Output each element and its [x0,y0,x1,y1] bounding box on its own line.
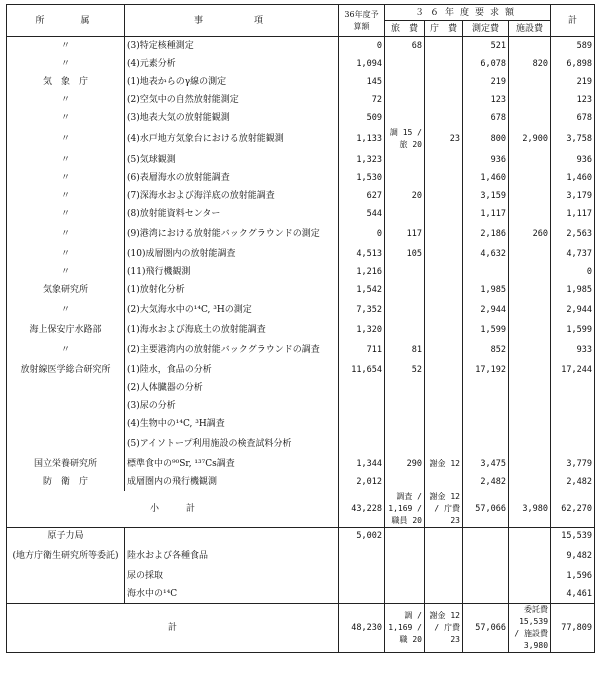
travel-cell [385,321,425,339]
office-cell [425,567,463,585]
measure-cell: 2,944 [463,299,509,321]
facility-cell [509,169,551,187]
item-cell: (5)気球観測 [125,151,339,169]
facility-cell [509,187,551,205]
subtotal-facility: 3,980 [509,491,551,528]
facility-cell [509,527,551,545]
measure-cell [463,527,509,545]
item-cell: (1)地表からのγ線の測定 [125,73,339,91]
grand-travel: 調 / 1,169 / 職 20 [385,603,425,652]
table-row [7,127,595,151]
total-cell [551,397,595,415]
item-cell: (7)深海水および海洋底の放射能調査 [125,187,339,205]
org-cell [7,433,125,455]
budget-cell: 5,002 [339,527,385,545]
budget-cell: 145 [339,73,385,91]
budget-cell: 1,530 [339,169,385,187]
total-cell: 1,460 [551,169,595,187]
table-row [7,455,595,473]
subtotal-total: 62,270 [551,491,595,528]
header-facility: 施設費 [509,21,551,37]
facility-cell [509,109,551,127]
genshiryoku-row [7,545,595,567]
org-cell: 〃 [7,299,125,321]
facility-cell [509,281,551,299]
total-cell: 3,179 [551,187,595,205]
measure-cell: 1,599 [463,321,509,339]
facility-cell [509,151,551,169]
budget-cell: 1,133 [339,127,385,151]
travel-cell: 調 15 / 旅 20 [385,127,425,151]
item-cell: 標準食中の⁹⁰Sr, ¹³⁷Cs調査 [125,455,339,473]
measure-cell: 1,117 [463,205,509,223]
travel-cell [385,281,425,299]
org-cell: 〃 [7,187,125,205]
org-cell: 〃 [7,339,125,361]
org-cell: (地方庁衛生研究所等委託) [7,545,125,567]
total-cell: 4,461 [551,585,595,603]
genshiryoku-row [7,585,595,603]
travel-cell: 117 [385,223,425,245]
office-cell [425,91,463,109]
travel-cell [385,91,425,109]
budget-cell [339,567,385,585]
org-cell: 放射線医学総合研究所 [7,361,125,379]
org-cell: 〃 [7,109,125,127]
org-cell [7,567,125,585]
travel-cell [385,205,425,223]
item-cell: (3)地表大気の放射能観測 [125,109,339,127]
table-row [7,187,595,205]
total-cell: 2,563 [551,223,595,245]
office-cell [425,299,463,321]
table-row [7,321,595,339]
facility-cell [509,205,551,223]
total-cell: 6,898 [551,55,595,73]
total-cell: 936 [551,151,595,169]
grand-budget: 48,230 [339,603,385,652]
measure-cell [463,545,509,567]
measure-cell [463,567,509,585]
item-cell [125,527,339,545]
total-cell: 4,737 [551,245,595,263]
org-cell: 〃 [7,245,125,263]
subtotal-row [7,491,595,528]
facility-cell [509,299,551,321]
office-cell [425,187,463,205]
total-cell: 2,482 [551,473,595,491]
item-cell: (2)主要港湾内の放射能バックグラウンドの調査 [125,339,339,361]
table-row [7,397,595,415]
item-cell: (4)水戸地方気象台における放射能観測 [125,127,339,151]
total-cell: 219 [551,73,595,91]
office-cell [425,169,463,187]
facility-cell [509,321,551,339]
item-cell: 尿の採取 [125,567,339,585]
travel-cell [385,473,425,491]
measure-cell: 123 [463,91,509,109]
measure-cell: 852 [463,339,509,361]
table-row [7,245,595,263]
measure-cell [463,433,509,455]
total-cell [551,433,595,455]
org-cell: 気 象 庁 [7,73,125,91]
travel-cell [385,567,425,585]
facility-cell [509,37,551,55]
budget-cell: 2,012 [339,473,385,491]
table-row [7,361,595,379]
table-row [7,37,595,55]
budget-cell: 11,654 [339,361,385,379]
table-row [7,473,595,491]
measure-cell: 936 [463,151,509,169]
office-cell: 23 [425,127,463,151]
budget-cell: 1,320 [339,321,385,339]
office-cell [425,379,463,397]
office-cell [425,415,463,433]
table-row [7,169,595,187]
measure-cell: 3,159 [463,187,509,205]
budget-cell: 72 [339,91,385,109]
org-cell: 〃 [7,91,125,109]
facility-cell [509,73,551,91]
table-row [7,109,595,127]
travel-cell [385,151,425,169]
subtotal-budget: 43,228 [339,491,385,528]
total-cell: 0 [551,263,595,281]
budget-cell: 0 [339,223,385,245]
org-cell: 〃 [7,37,125,55]
facility-cell [509,361,551,379]
total-cell [551,379,595,397]
subtotal-office: 謝金 12 / 庁費 23 [425,491,463,528]
budget-cell: 1,094 [339,55,385,73]
travel-cell [385,527,425,545]
org-cell: 〃 [7,263,125,281]
office-cell [425,361,463,379]
subtotal-measure: 57,066 [463,491,509,528]
travel-cell [385,379,425,397]
table-body [7,37,595,653]
office-cell [425,545,463,567]
total-cell: 678 [551,109,595,127]
budget-cell: 7,352 [339,299,385,321]
item-cell: (9)港湾における放射能バックグラウンドの測定 [125,223,339,245]
travel-cell [385,433,425,455]
office-cell [425,73,463,91]
total-cell [551,415,595,433]
table-row [7,263,595,281]
travel-cell [385,415,425,433]
org-cell: 〃 [7,55,125,73]
budget-cell: 0 [339,37,385,55]
org-cell [7,415,125,433]
item-cell: (6)表層海水の放射能調査 [125,169,339,187]
facility-cell [509,455,551,473]
genshiryoku-row [7,527,595,545]
measure-cell: 6,078 [463,55,509,73]
office-cell [425,205,463,223]
budget-cell: 4,513 [339,245,385,263]
table-row [7,379,595,397]
facility-cell: 820 [509,55,551,73]
grand-total-row [7,603,595,652]
item-cell: 陸水および各種食品 [125,545,339,567]
total-cell: 17,244 [551,361,595,379]
subtotal-label: 小 計 [7,491,339,528]
table-row [7,339,595,361]
facility-cell [509,545,551,567]
travel-cell [385,397,425,415]
travel-cell: 105 [385,245,425,263]
office-cell [425,433,463,455]
facility-cell [509,339,551,361]
total-cell: 2,944 [551,299,595,321]
office-cell [425,281,463,299]
travel-cell: 290 [385,455,425,473]
header-org: 所 属 [7,5,125,37]
travel-cell: 81 [385,339,425,361]
measure-cell: 2,482 [463,473,509,491]
item-cell: (1)放射化分析 [125,281,339,299]
header-travel: 旅 費 [385,21,425,37]
office-cell [425,109,463,127]
org-cell: 〃 [7,169,125,187]
measure-cell: 2,186 [463,223,509,245]
budget-cell: 1,323 [339,151,385,169]
office-cell [425,339,463,361]
item-cell: (4)生物中の¹⁴C, ³H調査 [125,415,339,433]
org-cell: 〃 [7,151,125,169]
header-measure: 測定費 [463,21,509,37]
org-cell [7,379,125,397]
org-cell: 〃 [7,127,125,151]
table-row [7,151,595,169]
org-cell: 海上保安庁水路部 [7,321,125,339]
travel-cell: 20 [385,187,425,205]
office-cell: 謝金 12 [425,455,463,473]
subtotal-travel: 調査 / 1,169 / 職員 20 [385,491,425,528]
travel-cell [385,109,425,127]
facility-cell [509,415,551,433]
budget-cell: 627 [339,187,385,205]
budget-cell: 1,542 [339,281,385,299]
office-cell [425,245,463,263]
travel-cell [385,55,425,73]
facility-cell [509,91,551,109]
header-total: 計 [551,5,595,37]
facility-cell: 260 [509,223,551,245]
measure-cell: 1,460 [463,169,509,187]
table-row [7,91,595,109]
item-cell: (10)成層圏内の放射能調査 [125,245,339,263]
total-cell: 15,539 [551,527,595,545]
item-cell: (5)アイソトープ利用施設の検査試料分析 [125,433,339,455]
item-cell: (3)特定核種測定 [125,37,339,55]
item-cell: (1)陸水，食品の分析 [125,361,339,379]
item-cell: (8)放射能資料センター [125,205,339,223]
budget-cell [339,585,385,603]
measure-cell [463,263,509,281]
item-cell: (4)元素分析 [125,55,339,73]
table-row [7,223,595,245]
item-cell: (2)空気中の自然放射能測定 [125,91,339,109]
budget-cell [339,397,385,415]
travel-cell [385,263,425,281]
office-cell [425,223,463,245]
measure-cell: 3,475 [463,455,509,473]
office-cell [425,37,463,55]
office-cell [425,397,463,415]
measure-cell: 4,632 [463,245,509,263]
budget-cell: 1,216 [339,263,385,281]
office-cell [425,321,463,339]
measure-cell: 800 [463,127,509,151]
facility-cell [509,397,551,415]
item-cell: (2)大気海水中の¹⁴C, ³Hの測定 [125,299,339,321]
budget-cell [339,545,385,567]
table-row [7,205,595,223]
grand-office: 謝金 12 / 庁費 23 [425,603,463,652]
facility-cell [509,567,551,585]
table-row [7,299,595,321]
total-cell: 1,117 [551,205,595,223]
budget-cell: 544 [339,205,385,223]
office-cell [425,263,463,281]
measure-cell: 521 [463,37,509,55]
org-cell [7,585,125,603]
table-row [7,281,595,299]
total-cell: 3,758 [551,127,595,151]
header-item: 事 項 [125,5,339,37]
facility-cell [509,473,551,491]
travel-cell: 52 [385,361,425,379]
org-cell: 気象研究所 [7,281,125,299]
office-cell [425,151,463,169]
budget-cell: 711 [339,339,385,361]
table-row [7,55,595,73]
genshiryoku-row [7,567,595,585]
facility-cell [509,263,551,281]
total-cell: 3,779 [551,455,595,473]
total-cell: 1,599 [551,321,595,339]
item-cell: (11)飛行機観測 [125,263,339,281]
table-row [7,73,595,91]
office-cell [425,527,463,545]
facility-cell [509,245,551,263]
measure-cell [463,585,509,603]
total-cell: 1,985 [551,281,595,299]
measure-cell [463,397,509,415]
office-cell [425,585,463,603]
travel-cell [385,169,425,187]
total-cell: 123 [551,91,595,109]
grand-total: 77,809 [551,603,595,652]
total-cell: 933 [551,339,595,361]
org-cell [7,397,125,415]
office-cell [425,473,463,491]
header-budget36: 36年度予算額 [339,5,385,37]
table-row [7,415,595,433]
item-cell: 海水中の¹⁴C [125,585,339,603]
org-cell: 国立栄養研究所 [7,455,125,473]
grand-label: 計 [7,603,339,652]
total-cell: 9,482 [551,545,595,567]
item-cell: (3)尿の分析 [125,397,339,415]
budget-cell [339,433,385,455]
measure-cell: 219 [463,73,509,91]
item-cell: 成層圏内の飛行機観測 [125,473,339,491]
measure-cell [463,379,509,397]
org-cell: 原子力局 [7,527,125,545]
measure-cell [463,415,509,433]
total-cell: 1,596 [551,567,595,585]
facility-cell [509,379,551,397]
measure-cell: 678 [463,109,509,127]
facility-cell [509,585,551,603]
header-req37: ３６年度要求額 [385,5,551,21]
item-cell: (1)海水および海底土の放射能調査 [125,321,339,339]
org-cell: 〃 [7,223,125,245]
measure-cell: 17,192 [463,361,509,379]
travel-cell [385,545,425,567]
item-cell: (2)人体臓器の分析 [125,379,339,397]
total-cell: 589 [551,37,595,55]
travel-cell [385,73,425,91]
travel-cell: 68 [385,37,425,55]
measure-cell: 1,985 [463,281,509,299]
budget-cell: 1,344 [339,455,385,473]
travel-cell [385,585,425,603]
office-cell [425,55,463,73]
grand-measure: 57,066 [463,603,509,652]
travel-cell [385,299,425,321]
budget-table [6,4,595,653]
table-row [7,433,595,455]
org-cell: 〃 [7,205,125,223]
grand-facility: 委託費 15,539 / 施設費 3,980 [509,603,551,652]
facility-cell [509,433,551,455]
header-office: 庁 費 [425,21,463,37]
budget-cell [339,379,385,397]
facility-cell: 2,900 [509,127,551,151]
budget-cell [339,415,385,433]
org-cell: 防 衛 庁 [7,473,125,491]
budget-cell: 509 [339,109,385,127]
